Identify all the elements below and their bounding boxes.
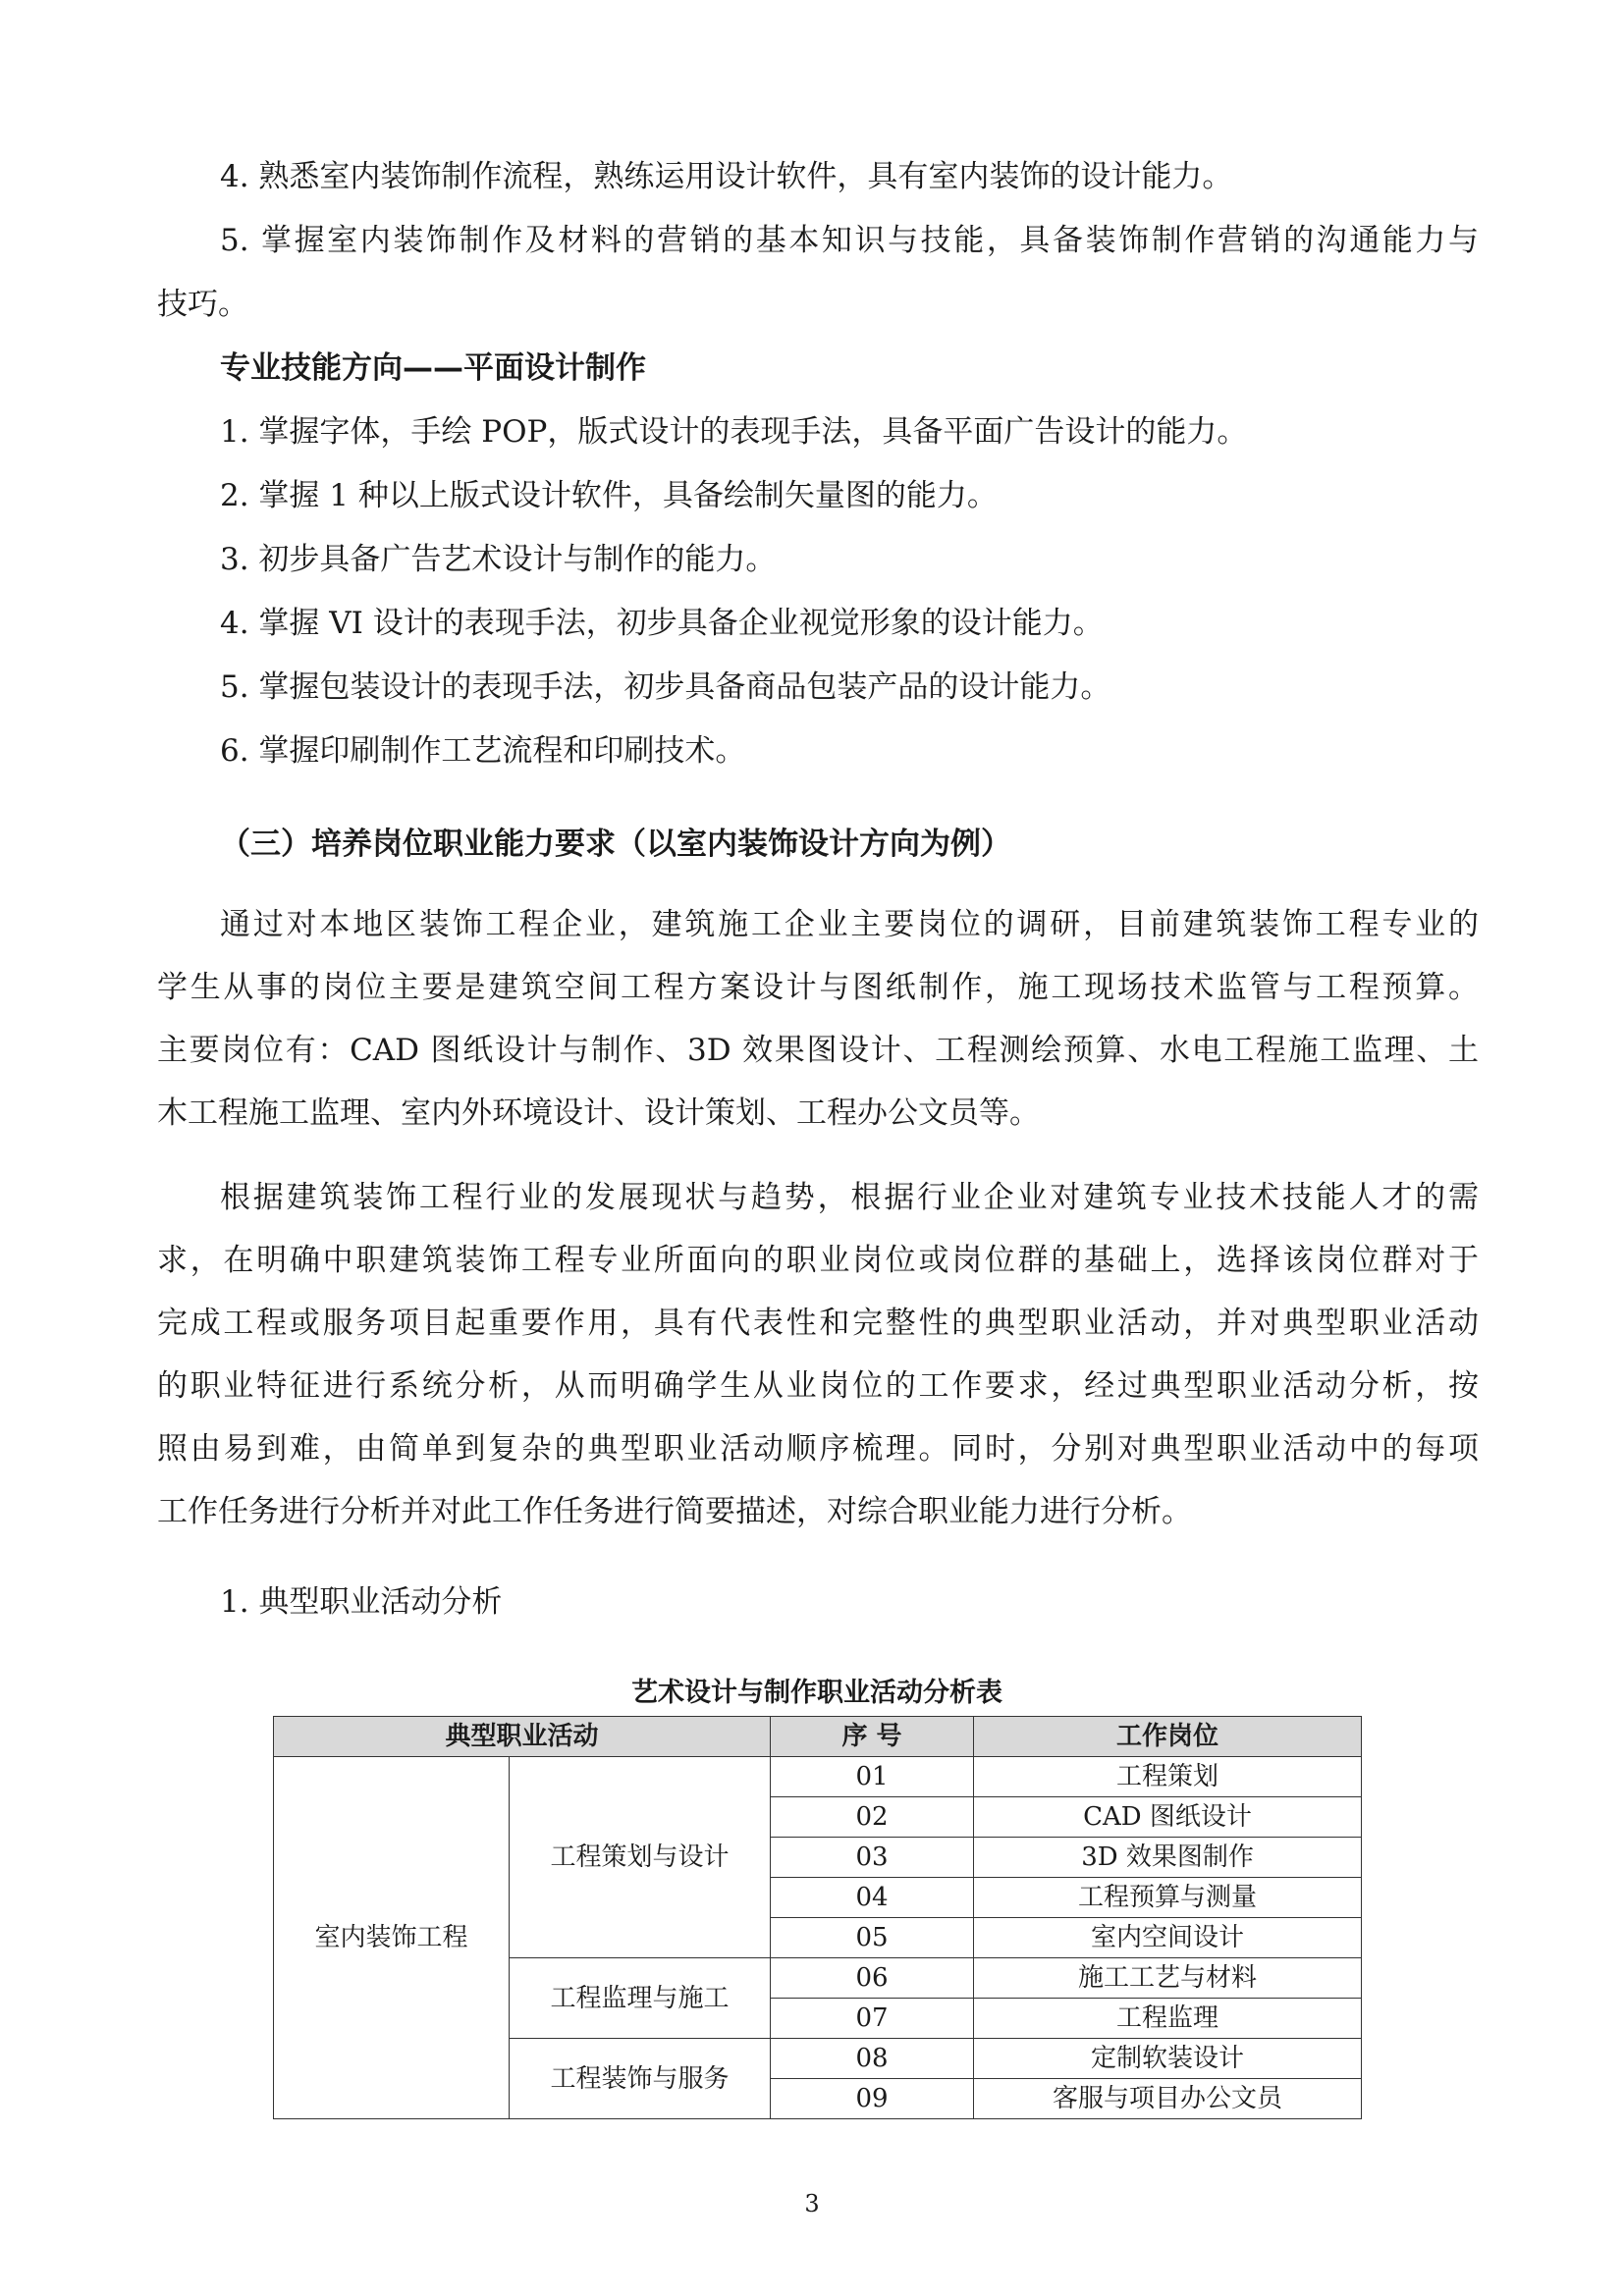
post-cell: 工程策划 xyxy=(974,1757,1362,1797)
post-cell: 室内空间设计 xyxy=(974,1918,1362,1958)
number-cell: 06 xyxy=(771,1958,974,1999)
group-cell: 工程装饰与服务 xyxy=(510,2039,771,2119)
number-cell: 03 xyxy=(771,1838,974,1878)
post-cell: 工程监理 xyxy=(974,1999,1362,2039)
paragraph-item-4: 4. 熟悉室内装饰制作流程，熟练运用设计软件，具有室内装饰的设计能力。 xyxy=(220,159,1233,194)
number-cell: 01 xyxy=(771,1757,974,1797)
paragraph-line: 根据建筑装饰工程行业的发展现状与趋势，根据行业企业对建筑专业技术技能人才的需 xyxy=(220,1180,1479,1215)
table-row xyxy=(274,1757,1362,1797)
paragraph-line: 完成工程或服务项目起重要作用，具有代表性和完整性的典型职业活动，并对典型职业活动 xyxy=(157,1306,1479,1341)
paragraph-line: 主要岗位有：CAD 图纸设计与制作、3D 效果图设计、工程测绘预算、水电工程施工监理、土 xyxy=(157,1033,1479,1068)
section-subheading-graphic-design: 专业技能方向——平面设计制作 xyxy=(220,350,646,386)
paragraph-line: 工作任务进行分析并对此工作任务进行简要描述，对综合职业能力进行分析。 xyxy=(157,1494,1192,1529)
post-cell: CAD 图纸设计 xyxy=(974,1797,1362,1838)
graphic-item-3: 3. 初步具备广告艺术设计与制作的能力。 xyxy=(220,542,777,577)
post-cell: 施工工艺与材料 xyxy=(974,1958,1362,1999)
graphic-item-6: 6. 掌握印刷制作工艺流程和印刷技术。 xyxy=(220,733,746,769)
activity-analysis-table xyxy=(273,1716,1362,2119)
group-cell: 工程监理与施工 xyxy=(510,1958,771,2039)
graphic-item-5: 5. 掌握包装设计的表现手法，初步具备商品包装产品的设计能力。 xyxy=(220,669,1111,705)
paragraph-item-5-continued: 技巧。 xyxy=(157,287,248,322)
paragraph-line: 照由易到难，由简单到复杂的典型职业活动顺序梳理。同时，分别对典型职业活动中的每项 xyxy=(157,1431,1479,1467)
number-cell: 05 xyxy=(771,1918,974,1958)
paragraph-line: 木工程施工监理、室内外环境设计、设计策划、工程办公文员等。 xyxy=(157,1095,1040,1131)
header-post: 工作岗位 xyxy=(974,1717,1362,1757)
category-cell: 室内装饰工程 xyxy=(274,1757,510,2119)
paragraph-item-5: 5. 掌握室内装饰制作及材料的营销的基本知识与技能，具备装饰制作营销的沟通能力与 xyxy=(220,223,1479,258)
graphic-item-1: 1. 掌握字体，手绘 POP，版式设计的表现手法，具备平面广告设计的能力。 xyxy=(220,414,1248,450)
number-cell: 04 xyxy=(771,1878,974,1918)
paragraph-line: 求，在明确中职建筑装饰工程专业所面向的职业岗位或岗位群的基础上，选择该岗位群对于 xyxy=(157,1243,1479,1278)
table-caption: 艺术设计与制作职业活动分析表 xyxy=(631,1678,1002,1708)
paragraph-line: 通过对本地区装饰工程企业，建筑施工企业主要岗位的调研，目前建筑装饰工程专业的 xyxy=(220,907,1479,942)
group-cell: 工程策划与设计 xyxy=(510,1757,771,1958)
number-cell: 08 xyxy=(771,2039,974,2079)
header-activity: 典型职业活动 xyxy=(274,1717,771,1757)
number-cell: 07 xyxy=(771,1999,974,2039)
graphic-item-4: 4. 掌握 VI 设计的表现手法，初步具备企业视觉形象的设计能力。 xyxy=(220,606,1104,641)
section-heading: （三）培养岗位职业能力要求（以室内装饰设计方向为例） xyxy=(220,827,1011,862)
page-number: 3 xyxy=(804,2190,820,2217)
paragraph-line: 学生从事的岗位主要是建筑空间工程方案设计与图纸制作，施工现场技术监管与工程预算。 xyxy=(157,970,1479,1005)
number-cell: 09 xyxy=(771,2079,974,2119)
subheading-typical-activity: 1. 典型职业活动分析 xyxy=(220,1584,503,1620)
post-cell: 3D 效果图制作 xyxy=(974,1838,1362,1878)
paragraph-line: 的职业特征进行系统分析，从而明确学生从业岗位的工作要求，经过典型职业活动分析，按 xyxy=(157,1368,1479,1404)
post-cell: 客服与项目办公文员 xyxy=(974,2079,1362,2119)
table-header-row xyxy=(274,1717,1362,1757)
number-cell: 02 xyxy=(771,1797,974,1838)
post-cell: 定制软装设计 xyxy=(974,2039,1362,2079)
post-cell: 工程预算与测量 xyxy=(974,1878,1362,1918)
graphic-item-2: 2. 掌握 1 种以上版式设计软件，具备绘制矢量图的能力。 xyxy=(220,478,998,513)
header-number: 序 号 xyxy=(771,1717,974,1757)
